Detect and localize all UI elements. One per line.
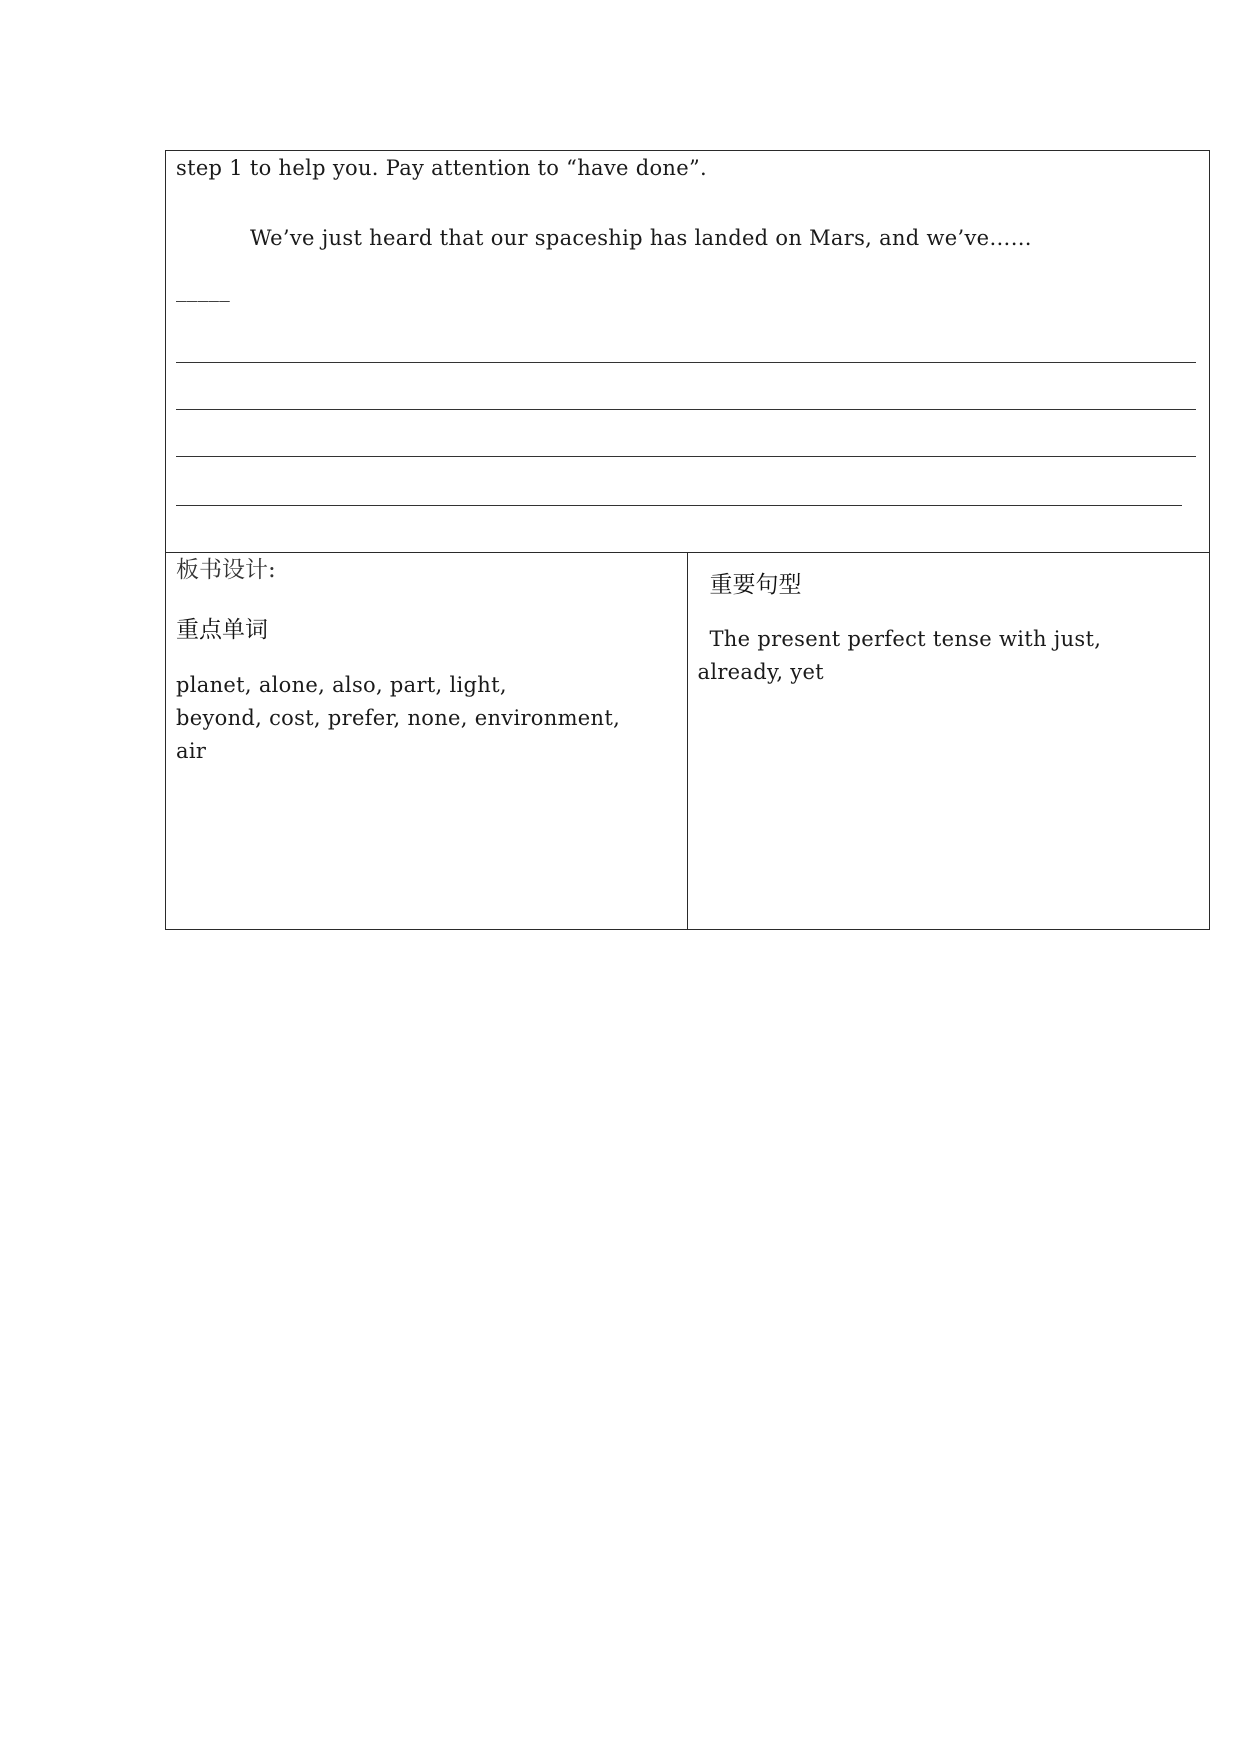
key-sentences-line-1: The present perfect tense with just, xyxy=(709,627,1102,651)
key-words-heading: 重点单词 xyxy=(176,617,268,643)
key-words-line-3: air xyxy=(176,739,207,763)
answer-line-4 xyxy=(176,505,1182,506)
key-sentences-heading: 重要句型 xyxy=(709,572,802,598)
sample-sentence: We’ve just heard that our spaceship has landed on Mars, and we’ve…… xyxy=(250,226,1032,250)
key-sentences-line-2: already, yet xyxy=(697,660,824,684)
answer-line-2 xyxy=(176,409,1196,410)
instruction-line: step 1 to help you. Pay attention to “have done”. xyxy=(176,156,707,180)
lesson-table xyxy=(165,150,1210,930)
key-words-line-1: planet, alone, also, part, light, xyxy=(176,673,507,697)
key-words-line-2: beyond, cost, prefer, none, environment, xyxy=(176,706,621,730)
answer-line-1 xyxy=(176,362,1196,363)
key-words-cell xyxy=(166,553,688,929)
board-design-row xyxy=(166,553,1209,929)
short-blank: _____ xyxy=(176,278,230,302)
answer-line-3 xyxy=(176,456,1196,457)
writing-task-cell xyxy=(166,151,1209,553)
key-sentences-cell xyxy=(688,553,1210,929)
board-design-label: 板书设计: xyxy=(176,557,276,583)
